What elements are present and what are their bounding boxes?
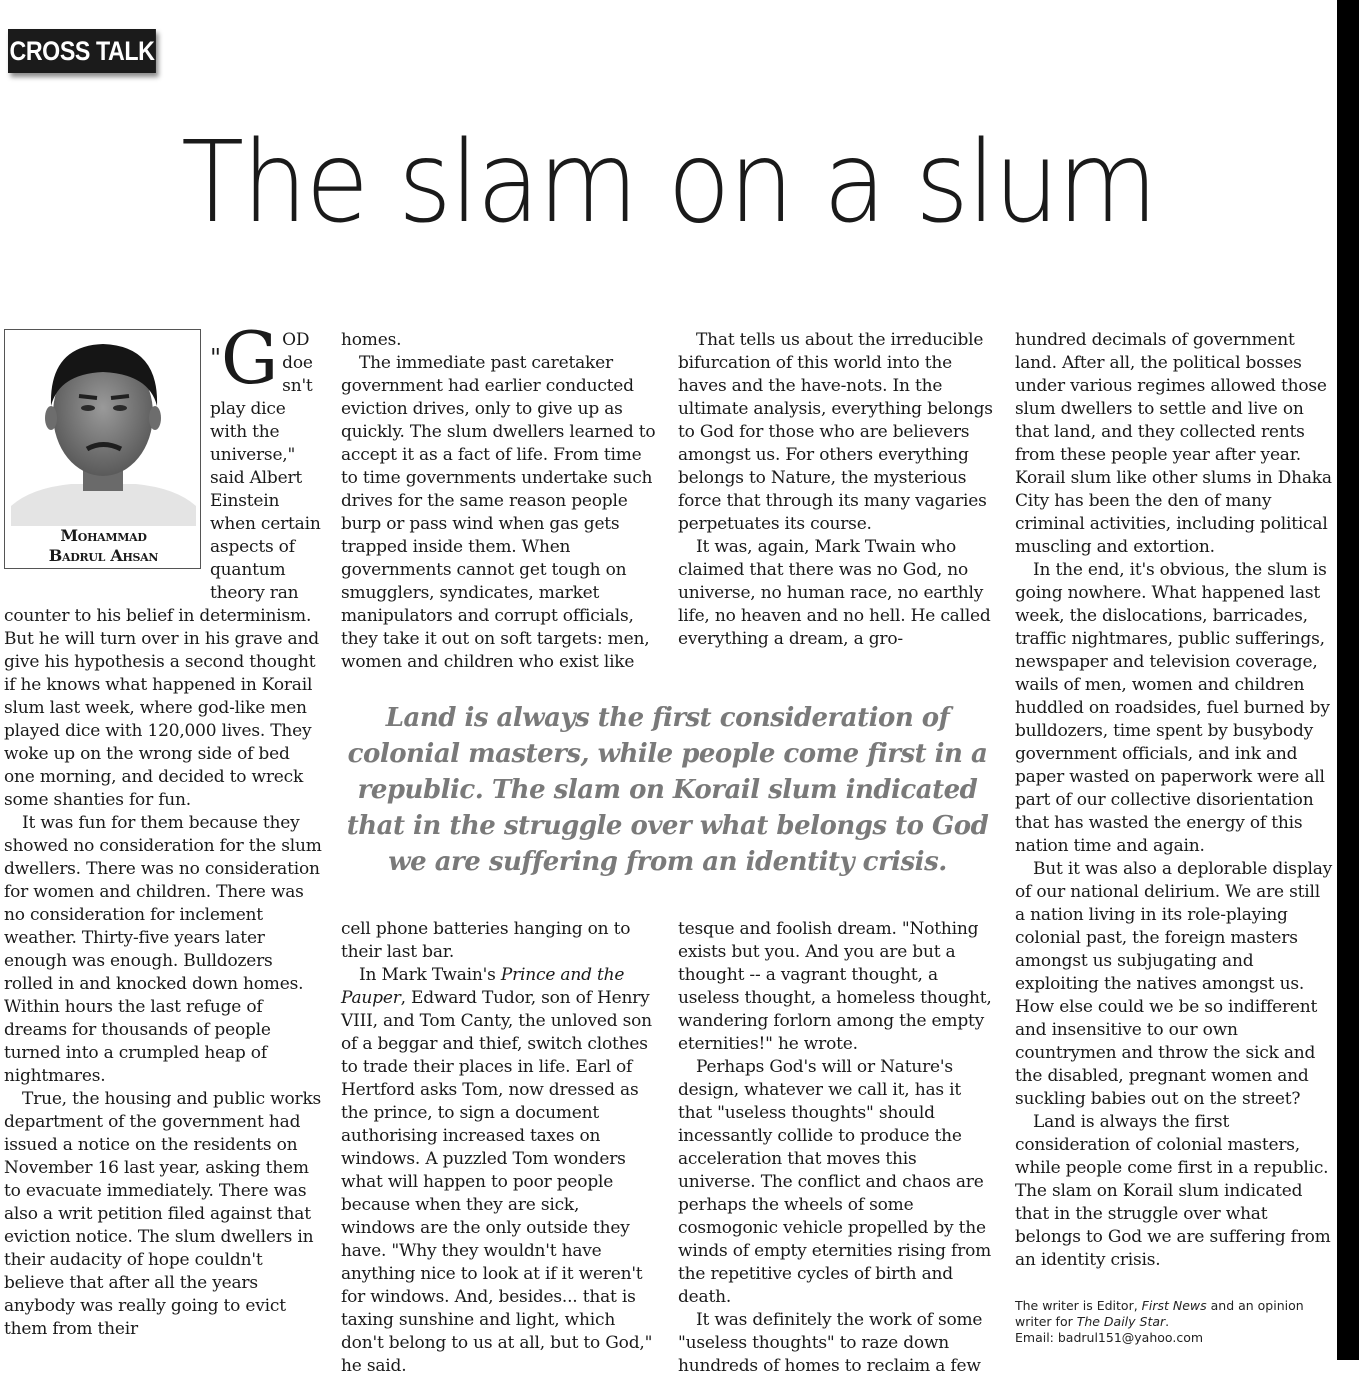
section-kicker: CROSS TALK xyxy=(8,29,156,73)
byline-line1: Mohammad xyxy=(60,526,147,545)
paragraph: In the end, it's obvious, the slum is going nowhere. What happened last week, the dislocations, barricades, traffic nightmares, public sufferings, newspaper and television coverage, wails of men, women and children huddled on roadsides, fuel burned by bulldozers, time spent by busybody government officials, and ink and paper wasted on paperwork were all part of our collective disorientation that has wasted the energy of this nation time and again. xyxy=(1015,560,1330,856)
author-note: The writer is Editor, First News and an opinion writer for The Daily Star. Email: badrul151@yahoo.com xyxy=(1015,1298,1304,1345)
byline-line2: Badrul Ahsan xyxy=(48,546,159,565)
paragraph: It was fun for them because they showed no consideration for the slum dwellers. There was no consideration for women and children. There was no consideration for inclement weather. Thirty-five years later enough was enough. Bulldozers rolled in and knocked down homes. Within hours the last refuge of dreams for thousands of people turned into a crumpled heap of nightmares. xyxy=(4,813,322,1086)
paragraph: hundred decimals of government land. After all, the political bosses under various regimes allowed those slum dwellers to settle and live on that land, and they collected rents from these people year after year. Korail slum like other slums in Dhaka City has been the den of many criminal activities, including political muscling and extortion. xyxy=(1015,330,1332,557)
column-1 xyxy=(4,316,322,1341)
drop-cap: "G xyxy=(210,316,279,400)
lead-paragraph: "G OD doe sn't play dice with the universe," said Albert Einstein when certain aspects of quantum theory ran counter to his belief in determinism. But he will turn over in his grave and give his hypothesis a second thought if he knows what happened in Korail slum last week, where god-like men played dice with 120,000 lives. They woke up on the wrong side of bed one morning, and decided to wreck some shanties for fun. xyxy=(4,316,321,810)
paragraph: True, the housing and public works department of the government had issued a notice on the residents on November 16 last year, asking them to evacuate immediately. There was also a writ petition filed against that eviction notice. The slum dwellers in their audacity of hope couldn't believe that after all the years anybody was really going to evict them from their xyxy=(4,1089,322,1339)
paragraph: That tells us about the irreducible bifurcation of this world into the haves and the have-nots. In the ultimate analysis, everything belongs to God for those who are believers amongst us. For others everything belongs to Nature, the mysterious force that through its many vagaries perpetuates its course. xyxy=(678,330,993,534)
paragraph: It was definitely the work of some "useless thoughts" to raze down hundreds of homes to reclaim a few xyxy=(678,1310,983,1376)
column-4 xyxy=(1015,329,1335,1272)
column-3-top xyxy=(678,329,994,651)
publication-name: The Daily Star xyxy=(1076,1314,1166,1329)
publication-name: First News xyxy=(1141,1298,1207,1313)
author-email: Email: badrul151@yahoo.com xyxy=(1015,1330,1204,1345)
page-edge xyxy=(1337,0,1359,1360)
column-2-bottom xyxy=(341,918,657,1378)
paragraph: The immediate past caretaker government had earlier conducted eviction drives, only to give up as quickly. The slum dwellers learned to accept it as a fact of life. From time to time governments undertake such drives for the same reason people burp or pass wind when gas gets trapped inside them. When governments cannot get tough on smugglers, syndicates, market manipulators and corrupt officials, they take it out on soft targets: men, women and children who exist like xyxy=(341,353,656,672)
column-3-bottom xyxy=(678,918,996,1378)
paragraph: tesque and foolish dream. "Nothing exists but you. And you are but a thought -- a vagrant thought, a useless thought, a homeless thought, wandering forlorn among the empty eternities!" he wrote. xyxy=(678,919,992,1054)
paragraph: Land is always the first consideration of colonial masters, while people come first in a republic. The slam on Korail slum indicated that in the struggle over what belongs to God we are suffering from an identity crisis. xyxy=(1015,1112,1331,1270)
column-2-top xyxy=(341,329,657,674)
paragraph: But it was also a deplorable display of our national delirium. We are still a nation living in its role-playing colonial past, the foreign masters amongst us subjugating and exploiting the natives amongst us. How else could we be so indifferent and insensitive to our own countrymen and throw the sick and the disabled, pregnant women and suckling babies out on the street? xyxy=(1015,859,1333,1109)
paragraph: In Mark Twain's Prince and the Pauper, Edward Tudor, son of Henry VIII, and Tom Canty, the unloved son of a beggar and thief, switch clothes to trade their places in life. Earl of Hertford asks Tom, now dressed as the prince, to sign a document authorising increased taxes on windows. A puzzled Tom wonders what will happen to poor people because when they are sick, windows are the only outside they have. "Why they wouldn't have anything nice to look at if it weren't for windows. And, besides... that is taxing sunshine and light, which don't belong to us at all, but to God," he said. xyxy=(341,965,653,1376)
paragraph: It was, again, Mark Twain who claimed that there was no God, no universe, no human race, no earthly life, no heaven and no hell. He called everything a dream, a gro- xyxy=(678,537,991,649)
paragraph: cell phone batteries hanging on to their last bar. xyxy=(341,919,631,962)
book-title: Prince and the Pauper xyxy=(341,965,625,1008)
paragraph: homes. xyxy=(341,330,402,350)
pull-quote: Land is always the first consideration of colonial masters, while people come first in a republic. The slam on Korail slum indicated that in the struggle over what belongs to God we are suffering from an identity crisis. xyxy=(346,703,989,877)
paragraph: Perhaps God's will or Nature's design, whatever we call it, has it that "useless thoughts" should incessantly collide to produce the acceleration that moves this universe. The conflict and chaos are perhaps the wheels of some cosmogonic vehicle propelled by the winds of empty eternities rising from the repetitive cycles of birth and death. xyxy=(678,1057,992,1307)
headline: The slam on a slum xyxy=(181,118,1156,248)
